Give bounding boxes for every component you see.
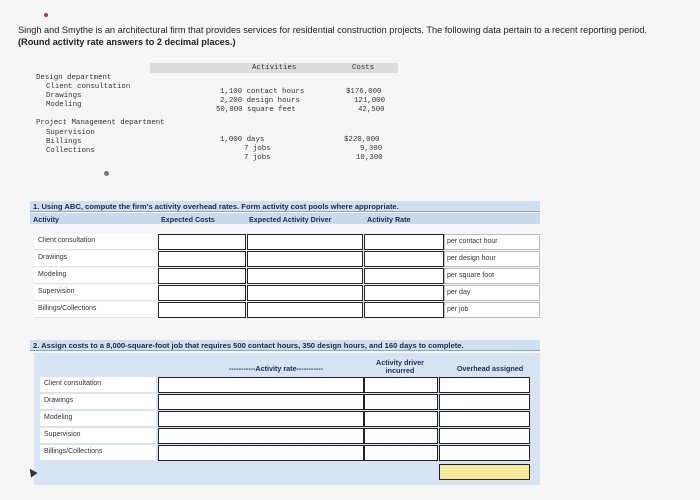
activity-rate-input[interactable] (158, 394, 364, 410)
activity-label: Modeling (34, 268, 156, 284)
expected-costs-input[interactable] (158, 285, 246, 301)
col-driver-incurred: Activity driver incurred (376, 358, 424, 375)
table-row-activity: 2,200 design hours (220, 97, 300, 105)
expected-driver-input[interactable] (247, 302, 363, 318)
activity-rate-input[interactable] (158, 377, 364, 393)
costs-header: Costs (352, 64, 375, 72)
expected-driver-input[interactable] (247, 268, 363, 284)
driver-incurred-input[interactable] (364, 445, 438, 461)
table-row-label: Design department (36, 74, 112, 82)
activity-label: Drawings (34, 251, 156, 267)
expected-costs-input[interactable] (158, 234, 246, 250)
table-row-activity: 1,100 contact hours (220, 88, 305, 96)
activity-label: Drawings (40, 394, 156, 410)
activity-rate-input[interactable] (364, 302, 444, 318)
activity-label: Billings/Collections (34, 302, 156, 318)
table-row-label: Modeling (46, 101, 82, 109)
activity-label: Modeling (40, 411, 156, 427)
table-row-cost: $220,000 (344, 136, 380, 144)
activity-rate-input[interactable] (158, 445, 364, 461)
expected-costs-input[interactable] (158, 268, 246, 284)
overhead-total-input[interactable] (439, 464, 530, 480)
table-row-label: Client consultation (46, 83, 131, 91)
table-row-cost: $176,000 (346, 88, 382, 96)
intro-text: Singh and Smythe is an architectural firm that provides services for residential construction projects. The following data pertain to a recent reporting period. (18, 25, 647, 35)
expected-costs-input[interactable] (158, 302, 246, 318)
driver-incurred-input[interactable] (364, 394, 438, 410)
rate-unit: per square foot (444, 268, 540, 284)
overhead-assigned-input[interactable] (439, 428, 530, 444)
activity-rate-input[interactable] (364, 285, 444, 301)
table-row-label: Project Management department (36, 119, 165, 127)
table-row-cost: 10,300 (356, 154, 383, 162)
activity-rate-input[interactable] (364, 268, 444, 284)
col-activity-rate-2: -----------Activity rate----------- (229, 364, 323, 373)
activity-label: Billings/Collections (40, 445, 156, 461)
question-2-title: 2. Assign costs to a 8,000-square-foot job that requires 500 contact hours, 350 design hours, and 160 days to complete. (30, 340, 540, 351)
expected-driver-input[interactable] (247, 234, 363, 250)
overhead-assigned-input[interactable] (439, 411, 530, 427)
table-row-cost: 9,300 (360, 145, 383, 153)
overhead-assigned-input[interactable] (439, 394, 530, 410)
activity-rate-input[interactable] (364, 234, 444, 250)
rate-unit: per job (444, 302, 540, 318)
expected-driver-input[interactable] (247, 251, 363, 267)
activities-header: Activities (252, 64, 297, 72)
rate-unit: per contact hour (444, 234, 540, 250)
table-row-activity: 7 jobs (244, 145, 271, 153)
table-row-cost: 121,000 (354, 97, 386, 105)
table-row-activity: 1,000 days (220, 136, 265, 144)
overhead-assigned-input[interactable] (439, 445, 530, 461)
table-row-activity: 50,000 square feet (216, 106, 296, 114)
col-activity-rate: Activity Rate (364, 213, 540, 224)
activity-rate-input[interactable] (364, 251, 444, 267)
table-row-label: Drawings (46, 92, 82, 100)
table-row-activity: 7 jobs (244, 154, 271, 162)
col-expected-driver: Expected Activity Driver (246, 213, 364, 224)
intro-bold: (Round activity rate answers to 2 decimal places.) (18, 37, 236, 47)
rate-unit: per design hour (444, 251, 540, 267)
activity-rate-input[interactable] (158, 428, 364, 444)
table-row-label: Collections (46, 147, 95, 155)
bullet-dot (44, 13, 48, 17)
col-activity: Activity (30, 213, 160, 224)
driver-incurred-input[interactable] (364, 411, 438, 427)
question-1-title: 1. Using ABC, compute the firm's activity overhead rates. Form activity cost pools where appropriate. (30, 201, 540, 212)
expected-costs-input[interactable] (158, 251, 246, 267)
activity-rate-input[interactable] (158, 411, 364, 427)
expected-driver-input[interactable] (247, 285, 363, 301)
overhead-assigned-input[interactable] (439, 377, 530, 393)
activity-label: Supervision (34, 285, 156, 301)
activity-label: Client consultation (40, 377, 156, 393)
driver-incurred-input[interactable] (364, 428, 438, 444)
activity-label: Client consultation (34, 234, 156, 250)
table-row-cost: 42,500 (358, 106, 385, 114)
cursor-mark (104, 171, 109, 176)
col-overhead-assigned: Overhead assigned (456, 364, 524, 373)
driver-incurred-input[interactable] (364, 377, 438, 393)
activity-label: Supervision (40, 428, 156, 444)
rate-unit: per day (444, 285, 540, 301)
table-row-label: Billings (46, 138, 82, 146)
table-row-label: Supervision (46, 129, 95, 137)
col-expected-costs: Expected Costs (158, 213, 248, 224)
problem-intro (18, 24, 678, 48)
